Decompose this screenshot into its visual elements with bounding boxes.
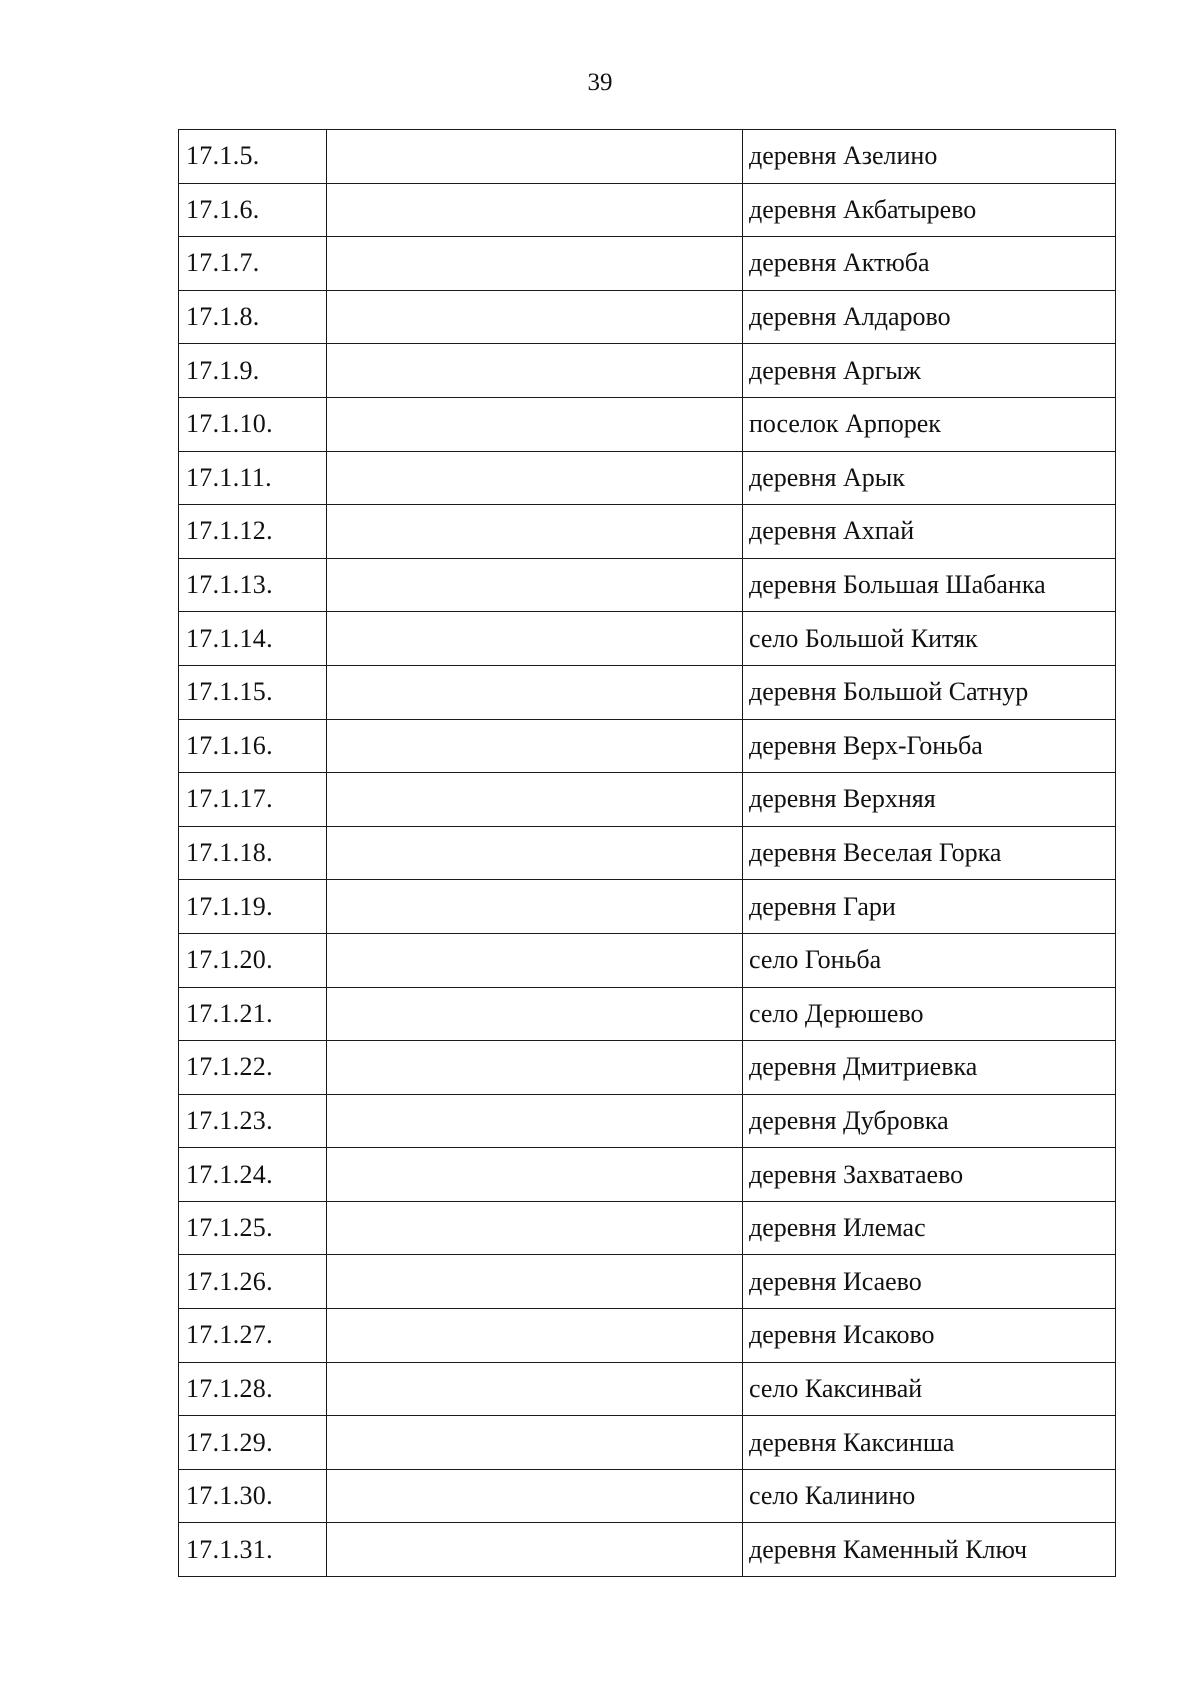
empty-cell bbox=[327, 880, 743, 934]
row-number-cell: 17.1.11. bbox=[179, 451, 327, 505]
table-row bbox=[179, 1041, 1116, 1095]
empty-cell bbox=[327, 719, 743, 773]
empty-cell bbox=[327, 1148, 743, 1202]
table-row bbox=[179, 1416, 1116, 1470]
table-row bbox=[179, 1523, 1116, 1577]
table-row bbox=[179, 344, 1116, 398]
row-number-cell: 17.1.31. bbox=[179, 1523, 327, 1577]
empty-cell bbox=[327, 773, 743, 827]
empty-cell bbox=[327, 1362, 743, 1416]
settlement-name-cell: деревня Верхняя bbox=[743, 773, 1116, 827]
table-row bbox=[179, 1255, 1116, 1309]
row-number-cell: 17.1.14. bbox=[179, 612, 327, 666]
table-row bbox=[179, 397, 1116, 451]
table-body bbox=[179, 130, 1116, 1577]
settlement-name-cell: село Гоньба bbox=[743, 933, 1116, 987]
empty-cell bbox=[327, 933, 743, 987]
empty-cell bbox=[327, 1309, 743, 1363]
empty-cell bbox=[327, 290, 743, 344]
settlement-name-cell: село Большой Китяк bbox=[743, 612, 1116, 666]
row-number-cell: 17.1.29. bbox=[179, 1416, 327, 1470]
settlement-name-cell: деревня Исаево bbox=[743, 1255, 1116, 1309]
settlement-name-cell: деревня Веселая Горка bbox=[743, 826, 1116, 880]
row-number-cell: 17.1.15. bbox=[179, 665, 327, 719]
row-number-cell: 17.1.27. bbox=[179, 1309, 327, 1363]
settlement-name-cell: деревня Большой Сатнур bbox=[743, 665, 1116, 719]
table-row bbox=[179, 773, 1116, 827]
page-number: 39 bbox=[587, 69, 613, 96]
row-number-cell: 17.1.19. bbox=[179, 880, 327, 934]
empty-cell bbox=[327, 237, 743, 291]
row-number-cell: 17.1.5. bbox=[179, 130, 327, 184]
row-number-cell: 17.1.23. bbox=[179, 1094, 327, 1148]
row-number-cell: 17.1.28. bbox=[179, 1362, 327, 1416]
settlements-table-container bbox=[178, 129, 1115, 1577]
table-row bbox=[179, 1309, 1116, 1363]
settlement-name-cell: деревня Азелино bbox=[743, 130, 1116, 184]
empty-cell bbox=[327, 344, 743, 398]
table-row bbox=[179, 612, 1116, 666]
empty-cell bbox=[327, 1469, 743, 1523]
empty-cell bbox=[327, 665, 743, 719]
settlement-name-cell: село Калинино bbox=[743, 1469, 1116, 1523]
settlement-name-cell: деревня Каксинша bbox=[743, 1416, 1116, 1470]
settlement-name-cell: поселок Арпорек bbox=[743, 397, 1116, 451]
row-number-cell: 17.1.13. bbox=[179, 558, 327, 612]
row-number-cell: 17.1.18. bbox=[179, 826, 327, 880]
settlement-name-cell: деревня Аргыж bbox=[743, 344, 1116, 398]
settlement-name-cell: деревня Верх-Гоньба bbox=[743, 719, 1116, 773]
table-row bbox=[179, 826, 1116, 880]
settlement-name-cell: деревня Илемас bbox=[743, 1201, 1116, 1255]
settlement-name-cell: деревня Алдарово bbox=[743, 290, 1116, 344]
empty-cell bbox=[327, 1094, 743, 1148]
table-row bbox=[179, 719, 1116, 773]
empty-cell bbox=[327, 1523, 743, 1577]
table-row bbox=[179, 880, 1116, 934]
table-row bbox=[179, 1201, 1116, 1255]
table-row bbox=[179, 558, 1116, 612]
settlement-name-cell: деревня Акбатырево bbox=[743, 183, 1116, 237]
empty-cell bbox=[327, 451, 743, 505]
settlement-name-cell: деревня Гари bbox=[743, 880, 1116, 934]
table-row bbox=[179, 1148, 1116, 1202]
table-row bbox=[179, 290, 1116, 344]
settlement-name-cell: деревня Дмитриевка bbox=[743, 1041, 1116, 1095]
empty-cell bbox=[327, 987, 743, 1041]
empty-cell bbox=[327, 505, 743, 559]
empty-cell bbox=[327, 1255, 743, 1309]
row-number-cell: 17.1.7. bbox=[179, 237, 327, 291]
empty-cell bbox=[327, 1416, 743, 1470]
table-row bbox=[179, 1362, 1116, 1416]
empty-cell bbox=[327, 558, 743, 612]
settlement-name-cell: деревня Захватаево bbox=[743, 1148, 1116, 1202]
row-number-cell: 17.1.26. bbox=[179, 1255, 327, 1309]
empty-cell bbox=[327, 612, 743, 666]
table-row bbox=[179, 1094, 1116, 1148]
table-row bbox=[179, 505, 1116, 559]
table-row bbox=[179, 1469, 1116, 1523]
row-number-cell: 17.1.22. bbox=[179, 1041, 327, 1095]
row-number-cell: 17.1.9. bbox=[179, 344, 327, 398]
settlement-name-cell: деревня Ахпай bbox=[743, 505, 1116, 559]
row-number-cell: 17.1.20. bbox=[179, 933, 327, 987]
empty-cell bbox=[327, 1041, 743, 1095]
row-number-cell: 17.1.21. bbox=[179, 987, 327, 1041]
empty-cell bbox=[327, 130, 743, 184]
table-row bbox=[179, 987, 1116, 1041]
settlement-name-cell: деревня Каменный Ключ bbox=[743, 1523, 1116, 1577]
row-number-cell: 17.1.16. bbox=[179, 719, 327, 773]
settlement-name-cell: село Дерюшево bbox=[743, 987, 1116, 1041]
empty-cell bbox=[327, 1201, 743, 1255]
settlement-name-cell: село Каксинвай bbox=[743, 1362, 1116, 1416]
row-number-cell: 17.1.6. bbox=[179, 183, 327, 237]
row-number-cell: 17.1.25. bbox=[179, 1201, 327, 1255]
table-row bbox=[179, 665, 1116, 719]
row-number-cell: 17.1.17. bbox=[179, 773, 327, 827]
settlement-name-cell: деревня Большая Шабанка bbox=[743, 558, 1116, 612]
settlement-name-cell: деревня Дубровка bbox=[743, 1094, 1116, 1148]
table-row bbox=[179, 933, 1116, 987]
settlements-table bbox=[178, 129, 1116, 1577]
settlement-name-cell: деревня Арык bbox=[743, 451, 1116, 505]
empty-cell bbox=[327, 183, 743, 237]
row-number-cell: 17.1.12. bbox=[179, 505, 327, 559]
settlement-name-cell: деревня Исаково bbox=[743, 1309, 1116, 1363]
empty-cell bbox=[327, 826, 743, 880]
empty-cell bbox=[327, 397, 743, 451]
table-row bbox=[179, 237, 1116, 291]
settlement-name-cell: деревня Актюба bbox=[743, 237, 1116, 291]
table-row bbox=[179, 451, 1116, 505]
row-number-cell: 17.1.8. bbox=[179, 290, 327, 344]
row-number-cell: 17.1.24. bbox=[179, 1148, 327, 1202]
table-row bbox=[179, 130, 1116, 184]
row-number-cell: 17.1.10. bbox=[179, 397, 327, 451]
row-number-cell: 17.1.30. bbox=[179, 1469, 327, 1523]
table-row bbox=[179, 183, 1116, 237]
